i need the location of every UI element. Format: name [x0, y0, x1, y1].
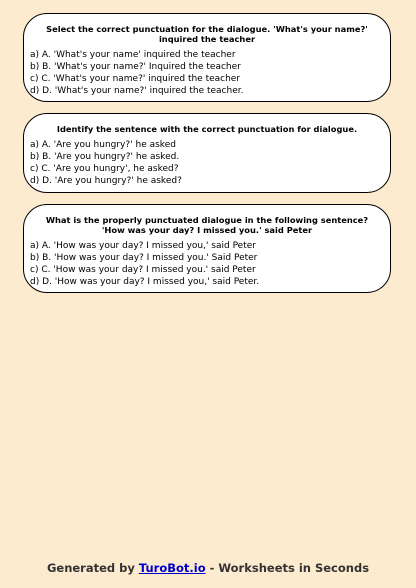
answer-option-d: d) D. 'What's your name?' inquired the teacher. — [30, 86, 244, 96]
footer-prefix: Generated by — [46, 561, 139, 575]
question-card-2 — [23, 113, 391, 193]
answer-option-c: c) C. 'Are you hungry', he asked? — [30, 164, 179, 174]
answer-option-b: b) B. 'How was your day? I missed you.' Said Peter — [30, 253, 258, 263]
answer-option-a: a) A. 'What's your name' inquired the teacher — [30, 50, 236, 60]
question-card-1 — [23, 13, 391, 102]
turobot-link[interactable]: TuroBot.io — [138, 561, 206, 575]
footer — [0, 561, 416, 575]
answer-option-a: a) A. 'Are you hungry?' he asked — [30, 140, 176, 150]
answer-option-b: b) B. 'What's your name?' Inquired the teacher — [30, 62, 241, 72]
answer-options — [30, 240, 390, 288]
footer-suffix: - Worksheets in Seconds — [205, 561, 370, 575]
answer-option-d: d) D. 'How was your day? I missed you,' said Peter. — [30, 277, 260, 287]
question-text: What is the properly punctuated dialogue in the following sentence? 'How was your day? I missed you.' said Peter — [45, 215, 369, 235]
answer-option-a: a) A. 'How was your day? I missed you,' said Peter — [30, 241, 256, 251]
answer-option-b: b) B. 'Are you hungry?' he asked. — [30, 152, 180, 162]
answer-option-c: c) C. 'What's your name?' inquired the teacher — [30, 74, 241, 84]
question-text: Select the correct punctuation for the dialogue. 'What's your name?' inquired the teacher — [46, 24, 368, 44]
question-text: Identify the sentence with the correct punctuation for dialogue. — [56, 124, 358, 134]
answer-options — [30, 49, 390, 97]
answer-options — [30, 139, 390, 187]
answer-option-c: c) C. 'How was your day? I missed you.' said Peter — [30, 265, 256, 275]
question-card-3 — [23, 204, 391, 293]
answer-option-d: d) D. 'Are you hungry?' he asked? — [30, 176, 182, 186]
